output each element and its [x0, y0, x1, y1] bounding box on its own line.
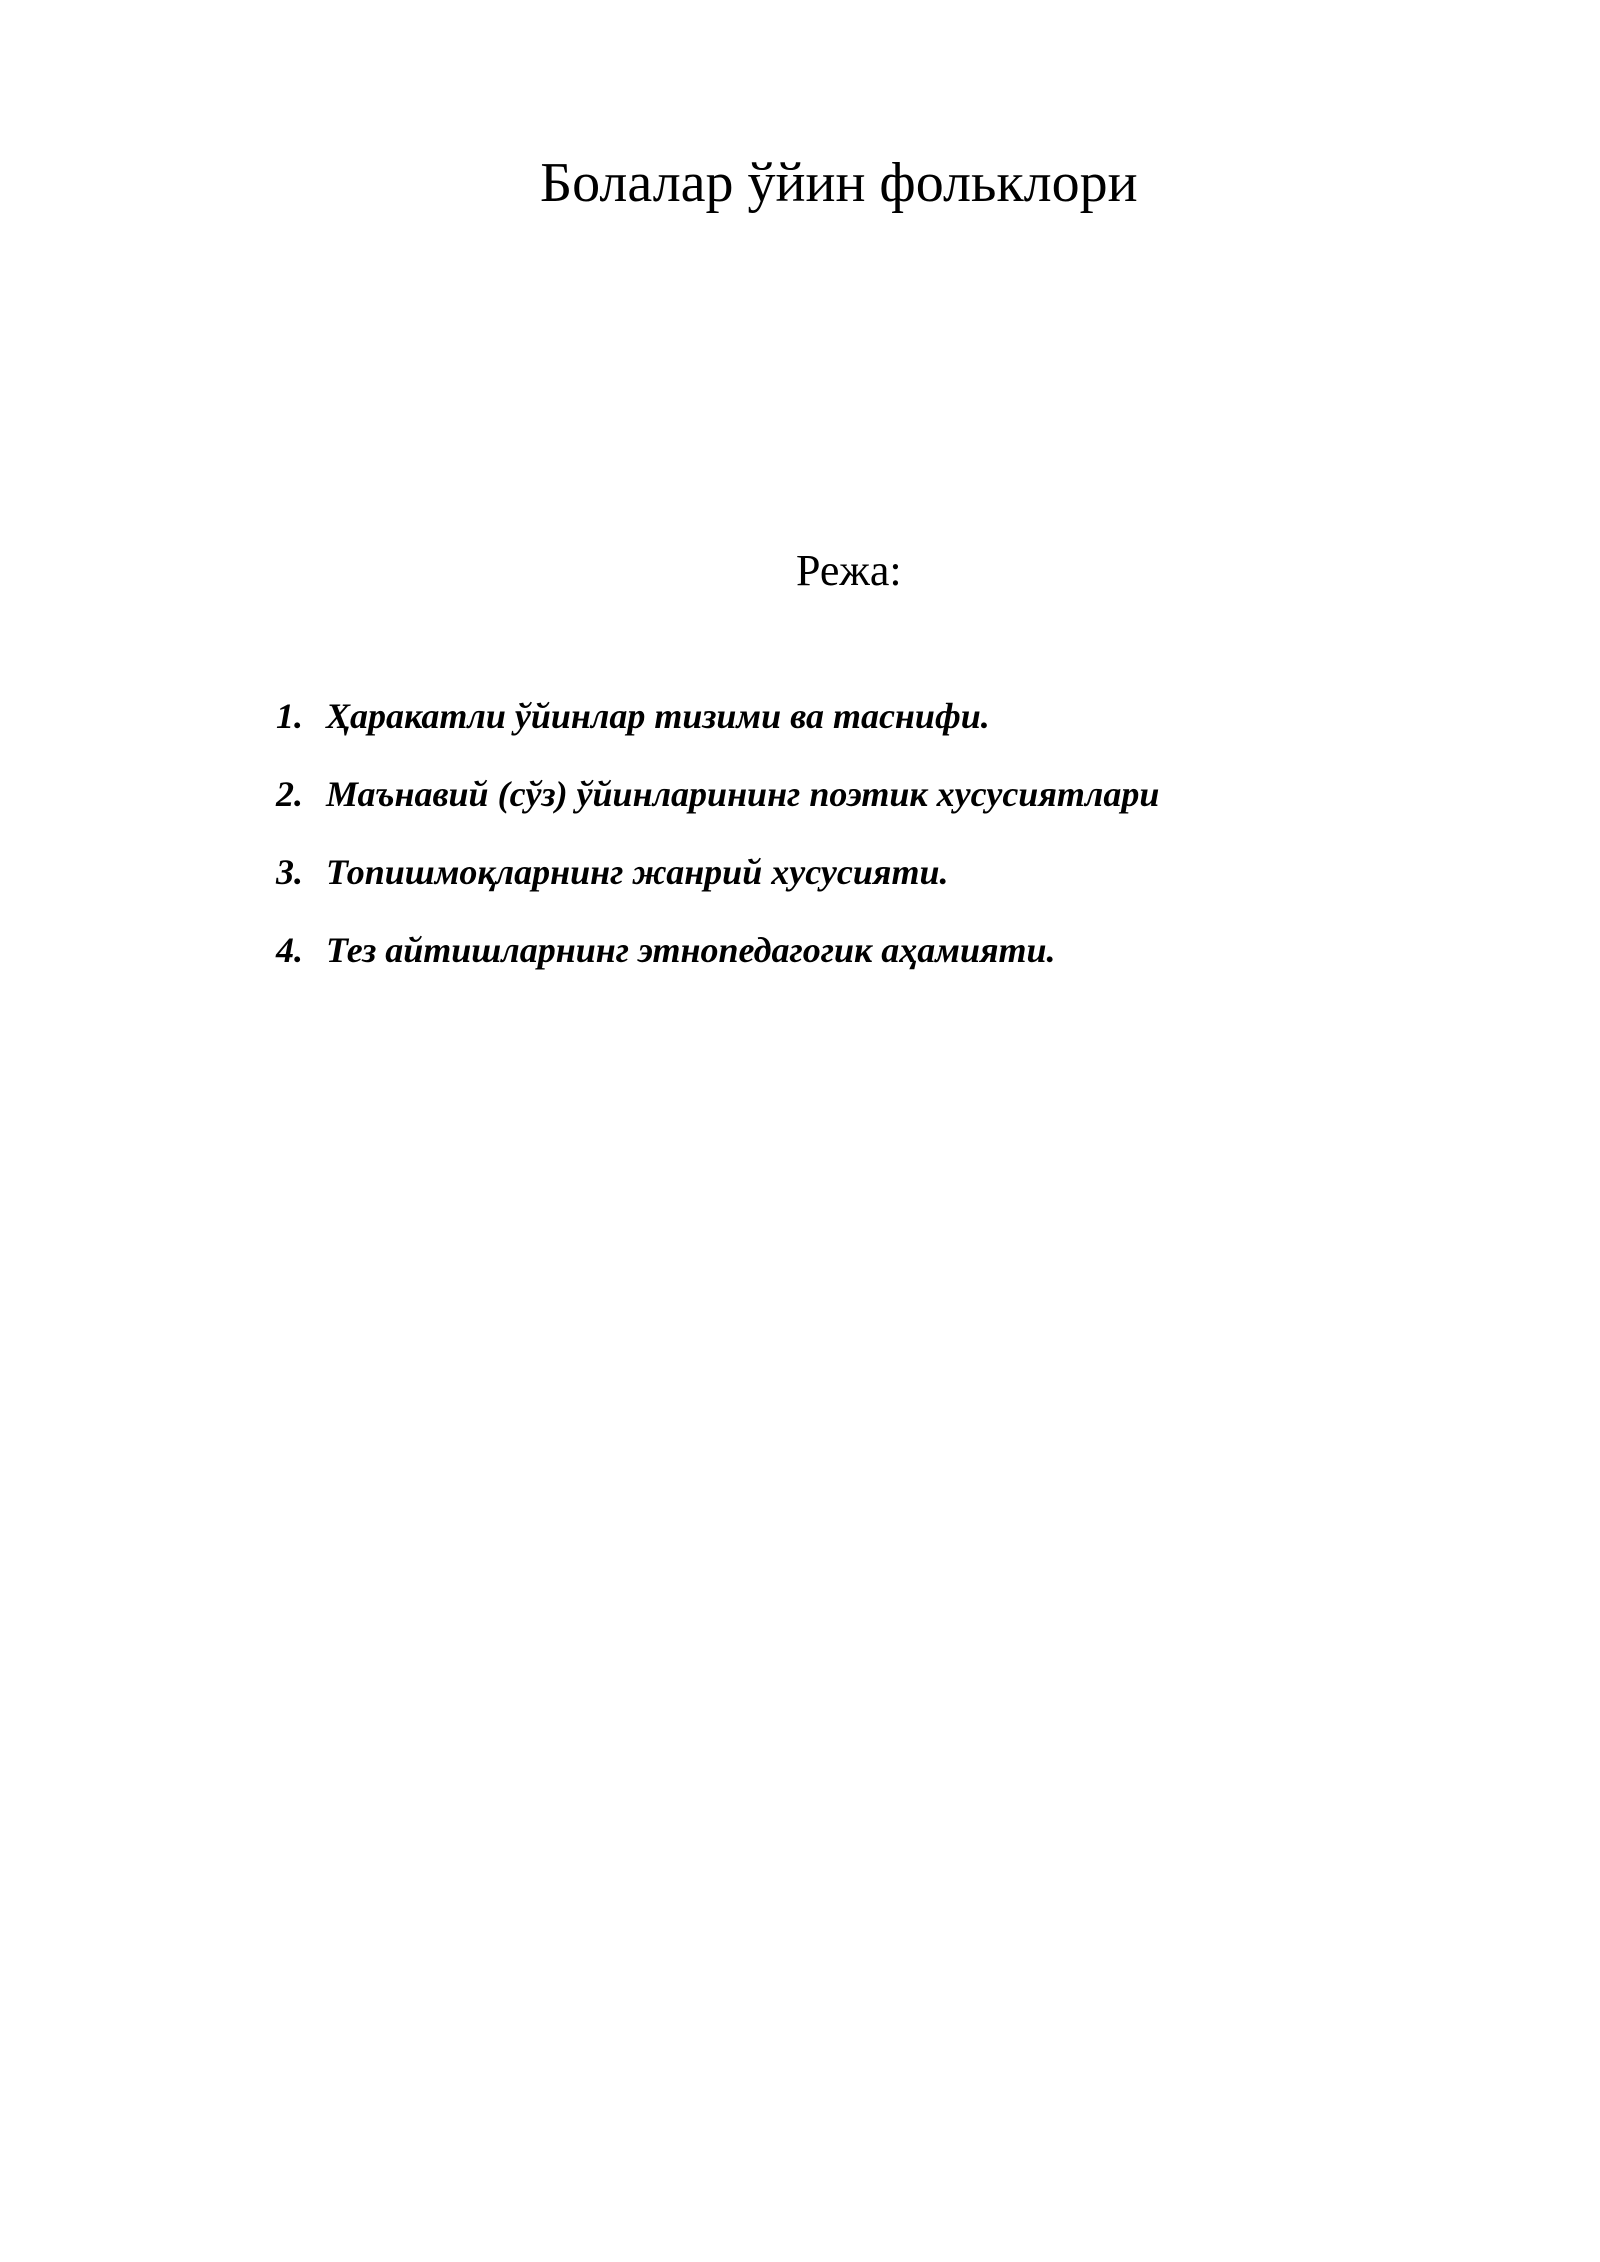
plan-list: [276, 695, 1159, 1007]
plan-item: [276, 773, 1159, 851]
plan-item-text: Тез айтишларнинг этнопедагогик аҳамияти.: [326, 930, 1056, 970]
plan-item: [276, 851, 1159, 929]
plan-item-text: Ҳаракатли ўйинлар тизими ва таснифи.: [326, 696, 990, 736]
document-title: Болалар ўйин фольклори: [540, 152, 1138, 214]
plan-item-number: 4.: [276, 930, 303, 970]
plan-item-number: 3.: [276, 852, 303, 892]
plan-item-text: Маънавий (сўз) ўйинларининг поэтик хусусиятлари: [326, 774, 1160, 814]
plan-item-number: 1.: [276, 696, 303, 736]
plan-item-text: Топишмоқларнинг жанрий хусусияти.: [326, 852, 949, 892]
plan-item-number: 2.: [276, 774, 303, 814]
plan-item: [276, 695, 1159, 773]
plan-heading: Режа:: [796, 546, 902, 595]
plan-item: [276, 929, 1159, 1007]
